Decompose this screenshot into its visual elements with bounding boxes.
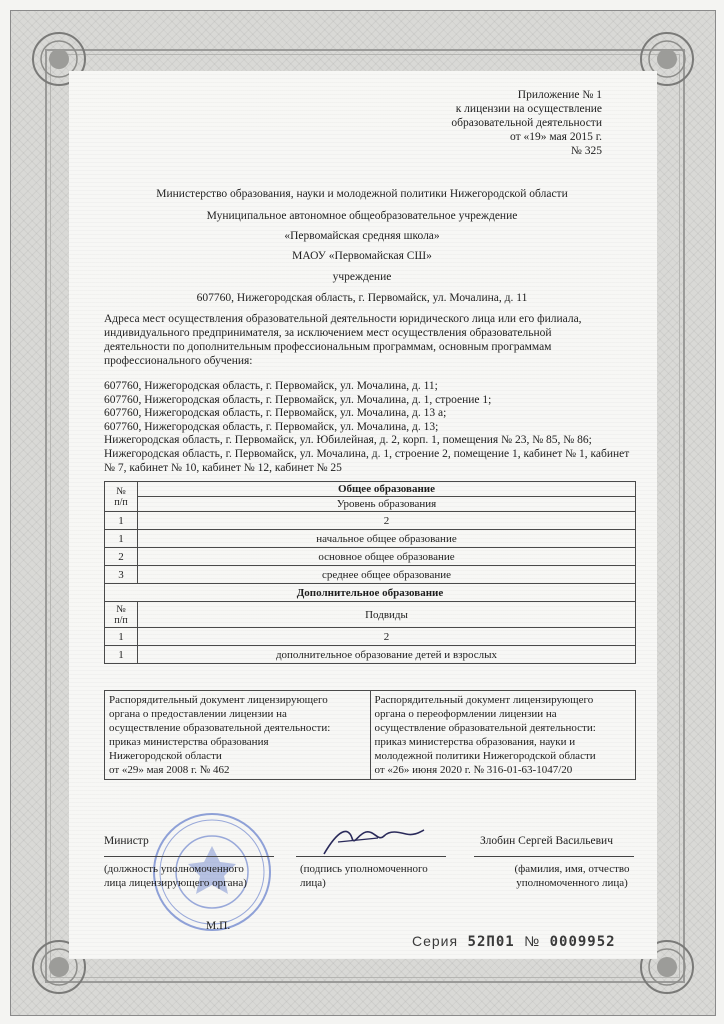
position-line bbox=[104, 856, 274, 857]
series-code: 52П01 bbox=[467, 934, 515, 950]
additional-education-title: Дополнительное образование bbox=[105, 584, 636, 602]
address-item: № 7, кабинет № 10, кабинет № 12, кабинет № 25 bbox=[104, 461, 342, 474]
order-line: осуществление образовательной деятельности: bbox=[374, 722, 596, 734]
column-number: 1 bbox=[105, 512, 138, 530]
order-line: Распорядительный документ лицензирующего bbox=[109, 694, 328, 706]
caption-line: уполномоченного лица) bbox=[516, 877, 628, 889]
num-header-sub: п/п bbox=[114, 496, 128, 508]
organization-type: Муниципальное автономное общеобразовательное учреждение bbox=[206, 210, 518, 222]
num-header: № bbox=[116, 603, 126, 615]
signature-caption bbox=[300, 862, 450, 890]
subtype-header: Подвиды bbox=[138, 602, 636, 628]
table-row bbox=[105, 646, 636, 664]
signature-line bbox=[296, 856, 446, 857]
table-row bbox=[105, 482, 636, 497]
row-number: 1 bbox=[105, 530, 138, 548]
appendix-line: № 325 bbox=[570, 145, 602, 157]
ministry-name: Министерство образования, науки и молодежной политики Нижегородской области bbox=[156, 188, 568, 200]
table-row bbox=[105, 530, 636, 548]
number-sign: № bbox=[524, 933, 541, 949]
table-row bbox=[105, 602, 636, 628]
order-line: органа о переоформлении лицензии на bbox=[374, 708, 557, 720]
table-row bbox=[105, 497, 636, 512]
num-header-sub: п/п bbox=[114, 614, 128, 626]
table-row bbox=[105, 691, 636, 780]
seal-place-label: М.П. bbox=[206, 920, 231, 932]
column-number: 1 bbox=[105, 628, 138, 646]
orders-table bbox=[104, 690, 636, 780]
appendix-line: к лицензии на осуществление bbox=[455, 103, 602, 115]
appendix-line: образовательной деятельности bbox=[451, 117, 602, 129]
address-item: 607760, Нижегородская область, г. Первомайск, ул. Мочалина, д. 1, строение 1; bbox=[104, 393, 492, 406]
table-row bbox=[105, 566, 636, 584]
row-number: 2 bbox=[105, 548, 138, 566]
caption-line: лица лицензирующего органа) bbox=[104, 877, 247, 889]
appendix-heading bbox=[380, 88, 602, 158]
order-line: приказ министерства образования bbox=[109, 736, 269, 748]
intro-line: индивидуального предпринимателя, за исключением мест осуществления образовательной bbox=[104, 327, 552, 339]
education-table bbox=[104, 481, 636, 664]
organization-address: 607760, Нижегородская область, г. Первомайск, ул. Мочалина, д. 11 bbox=[196, 292, 528, 304]
address-item: 607760, Нижегородская область, г. Первомайск, ул. Мочалина, д. 11; bbox=[104, 380, 438, 392]
address-item: 607760, Нижегородская область, г. Первомайск, ул. Мочалина, д. 13 а; bbox=[104, 407, 447, 420]
order-line: молодежной политики Нижегородской области bbox=[374, 750, 596, 762]
table-row bbox=[105, 628, 636, 646]
appendix-line: Приложение № 1 bbox=[517, 89, 602, 101]
caption-line: (должность уполномоченного bbox=[104, 863, 244, 875]
order-line: Распорядительный документ лицензирующего bbox=[374, 694, 594, 706]
table-row bbox=[105, 512, 636, 530]
intro-line: Адреса мест осуществления образовательной деятельности юридического лица или его филиала, bbox=[104, 313, 582, 325]
form-series-number bbox=[412, 933, 616, 950]
order-line: приказ министерства образования, науки и bbox=[374, 736, 576, 748]
caption-line: (подпись уполномоченного bbox=[300, 863, 428, 875]
table-row bbox=[105, 584, 636, 602]
license-grant-order bbox=[105, 691, 371, 780]
education-subtype: дополнительное образование детей и взрослых bbox=[138, 646, 636, 664]
order-line: от «29» мая 2008 г. № 462 bbox=[109, 764, 230, 776]
address-item: Нижегородская область, г. Первомайск, ул. Мочалина, д. 1, строение 2, помещение 1, кабинет № 1, кабинет bbox=[104, 447, 630, 460]
organization-name: «Первомайская средняя школа» bbox=[284, 230, 440, 242]
address-list bbox=[104, 380, 644, 475]
intro-line: деятельности по дополнительным профессиональным программам, основным программам bbox=[104, 341, 552, 353]
order-line: Нижегородской области bbox=[109, 750, 222, 762]
organization-kind: учреждение bbox=[332, 271, 392, 283]
signatory-position: Министр bbox=[104, 835, 149, 847]
name-caption bbox=[502, 862, 642, 890]
general-education-title: Общее образование bbox=[138, 482, 636, 497]
intro-line: профессионального обучения: bbox=[104, 355, 253, 367]
signatory-name: Злобин Сергей Васильевич bbox=[480, 835, 613, 847]
num-header-cell bbox=[105, 602, 138, 628]
education-level: начальное общее образование bbox=[138, 530, 636, 548]
address-item: Нижегородская область, г. Первомайск, ул. Юбилейная, д. 2, корп. 1, помещения № 23, № 85, № 86; bbox=[104, 434, 592, 447]
column-number: 2 bbox=[138, 512, 636, 530]
name-line bbox=[474, 856, 634, 857]
organization-short-name: МАОУ «Первомайская СШ» bbox=[292, 250, 432, 262]
column-number: 2 bbox=[138, 628, 636, 646]
appendix-line: от «19» мая 2015 г. bbox=[509, 131, 602, 143]
order-line: от «26» июня 2020 г. № 316-01-63-1047/20 bbox=[374, 764, 573, 776]
education-level: основное общее образование bbox=[138, 548, 636, 566]
num-header-cell bbox=[105, 482, 138, 512]
num-header: № bbox=[116, 485, 126, 497]
row-number: 1 bbox=[105, 646, 138, 664]
education-level: среднее общее образование bbox=[138, 566, 636, 584]
table-row bbox=[105, 548, 636, 566]
caption-line: (фамилия, имя, отчество bbox=[514, 863, 630, 875]
form-number: 0009952 bbox=[549, 934, 616, 950]
addresses-intro bbox=[104, 312, 632, 368]
position-caption bbox=[104, 862, 274, 890]
order-line: осуществление образовательной деятельности: bbox=[109, 722, 331, 734]
license-reissue-order bbox=[370, 691, 636, 780]
series-label: Серия bbox=[412, 933, 459, 949]
order-line: органа о предоставлении лицензии на bbox=[109, 708, 287, 720]
row-number: 3 bbox=[105, 566, 138, 584]
caption-line: лица) bbox=[300, 877, 326, 889]
address-item: 607760, Нижегородская область, г. Первомайск, ул. Мочалина, д. 13; bbox=[104, 420, 439, 433]
level-header: Уровень образования bbox=[138, 497, 636, 512]
